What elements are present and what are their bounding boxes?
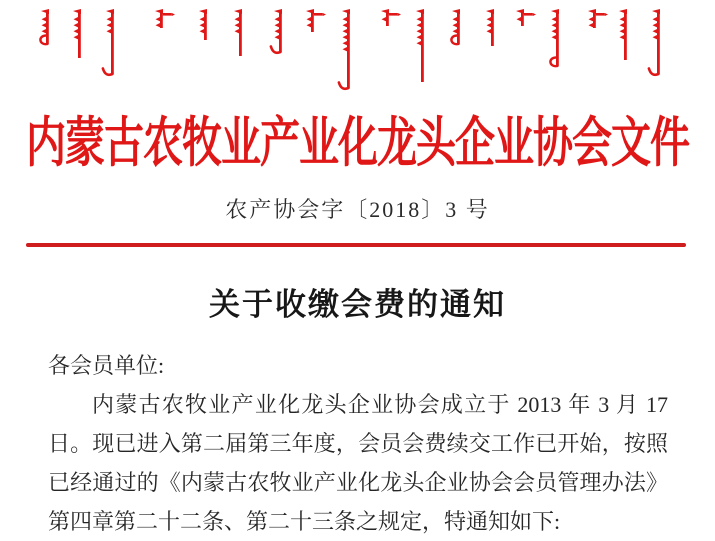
red-divider-rule — [26, 243, 686, 247]
mongolian-script-header — [0, 0, 715, 96]
body-line: 第四章第二十二条、第二十三条之规定，特通知如下: — [48, 509, 561, 534]
body-line: 内蒙古农牧业产业化龙头企业协会成立于 2013 年 3 月 17 — [92, 392, 668, 417]
notice-title: 关于收缴会费的通知 — [209, 287, 506, 322]
salutation: 各会员单位: — [48, 353, 165, 378]
doc-number: 农产协会字〔2018〕3 号 — [225, 197, 490, 222]
body-line: 日。现已进入第二届第三年度，会员会费续交工作已开始，按照 — [48, 431, 668, 456]
org-title: 内蒙古农牧业产业化龙头企业协会文件 — [26, 112, 689, 173]
body-line: 已经通过的《内蒙古农牧业产业化龙头企业协会会员管理办法》 — [48, 470, 668, 495]
document-body — [48, 346, 668, 541]
